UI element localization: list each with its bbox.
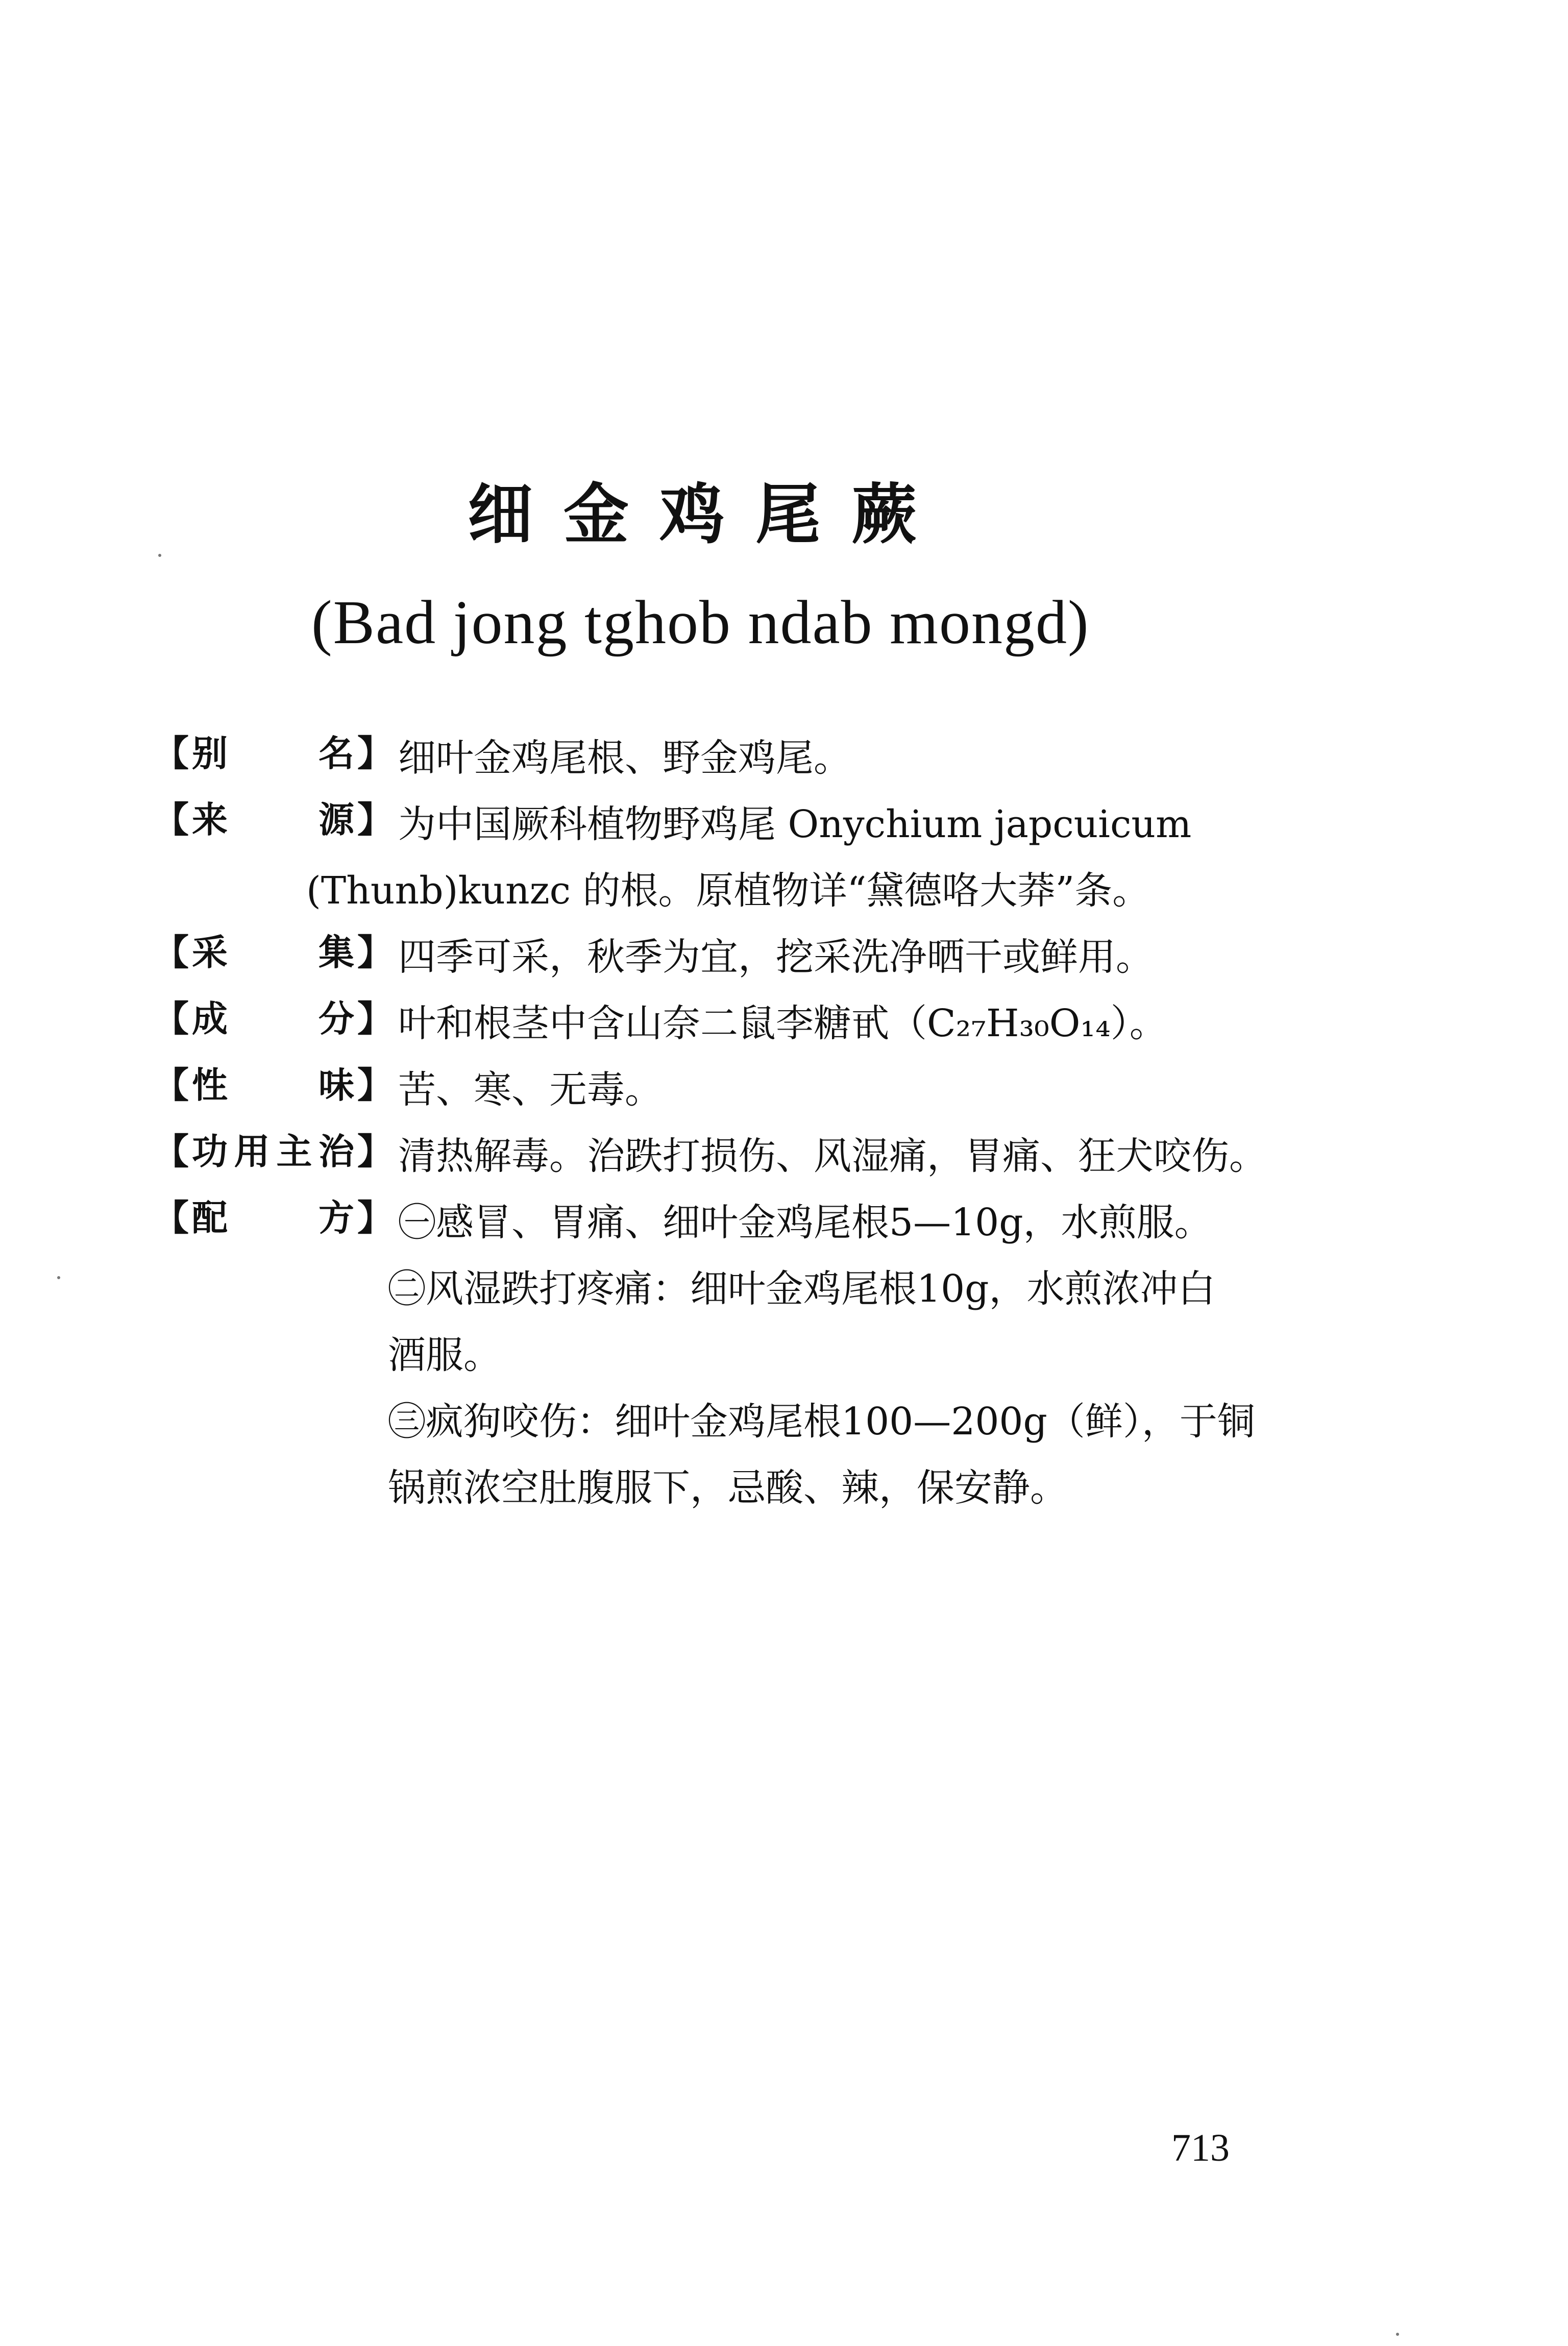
scan-speck	[158, 554, 161, 557]
prescription-item: 酒服。	[388, 1333, 501, 1377]
scan-speck	[1396, 2333, 1399, 2336]
prescription-item: ㊂疯狗咬伤：细叶金鸡尾根100—200g（鲜），于铜	[388, 1400, 1255, 1444]
entry-collection	[153, 924, 1388, 990]
entry-label: 【 采 集 】	[153, 932, 393, 973]
entry-indications	[153, 1123, 1388, 1189]
entry-composition	[153, 990, 1388, 1057]
entry-alias	[153, 725, 1388, 791]
entry-text: 细叶金鸡尾根、野金鸡尾。	[398, 736, 851, 780]
scan-speck	[57, 1276, 60, 1279]
entry-text: 四季可采，秋季为宜，挖采洗净晒干或鲜用。	[398, 935, 1154, 979]
page-number: 713	[1171, 2127, 1230, 2169]
entry-prescriptions	[153, 1189, 1388, 1521]
prescription-item: ㊀感冒、胃痛、细叶金鸡尾根5—10g，水煎服。	[398, 1201, 1212, 1244]
entry-text: 清热解毒。治跌打损伤、风湿痛，胃痛、狂犬咬伤。	[398, 1134, 1267, 1178]
entry-list	[153, 725, 1388, 1521]
prescription-item: 锅煎浓空肚腹服下，忌酸、辣，保安静。	[388, 1466, 1068, 1510]
entry-label: 【 成 分 】	[153, 998, 393, 1040]
entry-label: 【 来 源 】	[153, 799, 393, 841]
entry-text: 叶和根茎中含山奈二鼠李糖甙（C₂₇H₃₀O₁₄）。	[398, 1001, 1167, 1045]
entry-text: 为中国厥科植物野鸡尾 Onychium japcuicum	[398, 802, 1192, 846]
entry-text: (Thunb)kunzc 的根。原植物详“黛德咯大莽”条。	[306, 869, 1150, 913]
entry-source	[153, 791, 1388, 924]
romanized-title: (Bad jong tghob ndab mongd)	[311, 588, 1090, 657]
prescription-item: ㊁风湿跌打疼痛：细叶金鸡尾根10g，水煎浓冲白	[388, 1267, 1216, 1311]
entry-label: 【 配 方 】	[153, 1197, 393, 1239]
page-title: 细金鸡尾蕨	[467, 477, 947, 553]
entry-properties	[153, 1057, 1388, 1123]
entry-text: 苦、寒、无毒。	[398, 1068, 663, 1112]
entry-label: 【 性 味 】	[153, 1064, 393, 1106]
entry-label: 【 功 用 主 治 】	[153, 1131, 393, 1172]
entry-label: 【 别 名 】	[153, 732, 393, 774]
